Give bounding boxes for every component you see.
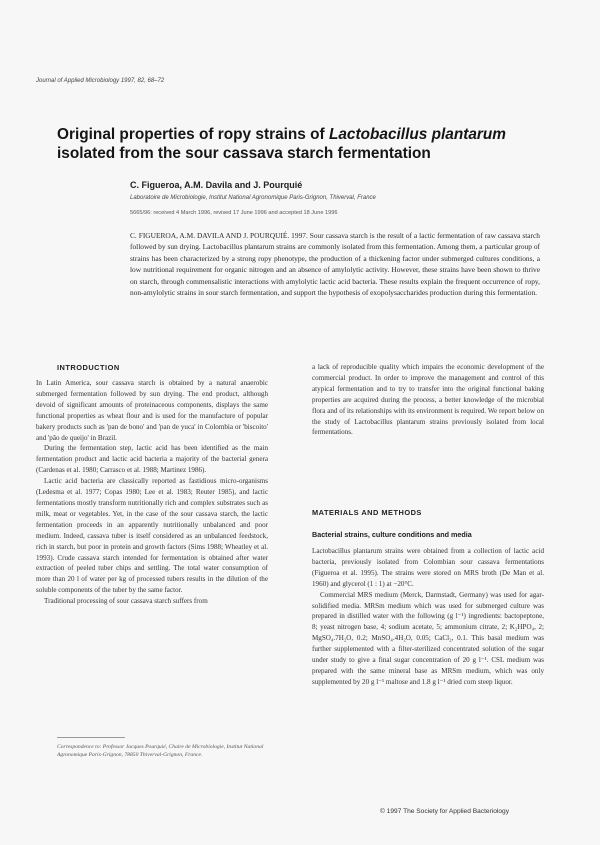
intro-paragraph: During the fermentation step, lactic acid has been identified as the main fermentation product and lactic acid bacteria a majority of the bacterial genera (Cardenas et al. 1980; Carrasco et al. 1988; Martinez 1986). bbox=[36, 444, 268, 475]
intro-paragraph: Traditional processing of sour cassava starch suffers from bbox=[44, 597, 208, 606]
authors: C. Figueroa, A.M. Davila and J. Pourquié bbox=[130, 180, 303, 190]
title-part1: Original properties of ropy strains of bbox=[57, 126, 329, 143]
article-title bbox=[57, 125, 557, 163]
right-column-methods bbox=[312, 546, 544, 688]
journal-citation: Journal of Applied Microbiology 1997, 82, 68–72 bbox=[36, 78, 165, 84]
methods-paragraph: Commercial MRS medium (Merck, Darmstadt, Germany) was used for agar-solidified media. MRSm medium which was used for submerged culture was prepared in distilled water with the following (g l⁻¹) ingredients: bactopeptone, 8; yeast nitrogen base, 4; sodium acetate, 5; ammonium citrate, 2; K₂HPO₄, 2; MgSO₄.7H₂O, 0.2; MnSO₄.4H₂O, 0.05; CaCl₂, 0.1. This basal medium was further supplemented with a filter-sterilized concentrated solution of the sugar under study to give a final sugar concentration of 20 g l⁻¹. CSL medium was prepared with the same mineral base as MRSm medium, which was only supplemented by 20 g l⁻¹ maltose and 1.8 g l⁻¹ dried corn steep liquor. bbox=[312, 590, 544, 686]
right-column-intro bbox=[312, 362, 544, 438]
intro-paragraph: In Latin America, sour cassava starch is obtained by a natural anaerobic submerged fermentation followed by sun drying. The end product, although devoid of significant amounts of proteinaceous components, displays the same functional properties as wheat flour and is used for the manufacture of popular bakery products such as 'pan de bono' and 'pan de yuca' in Colombia or 'biscoito' and 'pão de queijo' in Brazil. bbox=[36, 379, 268, 442]
received-dates: 5665/96: received 4 March 1996, revised 17 June 1996 and accepted 18 June 1996 bbox=[130, 210, 338, 216]
left-column bbox=[36, 378, 268, 607]
abstract: C. FIGUEROA, A.M. DAVILA AND J. POURQUIÉ. 1997. Sour cassava starch is the result of a lactic fermentation of raw cassava starch followed by sun drying. Lactobacillus plantarum strains are commonly isolated from this fermentation. Among them, a particular group of strains has been characterized by a strong ropy phenotype, the production of a thickening factor under submerged cultures conditions, a low nutritional requirement for organic nitrogen and an absence of amylolytic activity. However, these strains have been shown to thrive on starch, through commensalistic interactions with amylolytic lactic acid bacteria. These results explain the frequent occurrence of ropy, non-amylolytic strains in sour starch fermentation, and support the hypothesis of exopolysaccharides production during this fermentation. bbox=[130, 231, 540, 298]
section-heading-materials-methods: MATERIALS AND METHODS bbox=[312, 508, 422, 517]
correspondence-footnote: Correspondence to: Professor Jacques Pourquié, Chaire de Microbiologie, Institut National Agronomique Paris-Grignon, 78850 Thiverval-Grignon, France. bbox=[57, 744, 264, 759]
intro-continuation: a lack of reproducible quality which impairs the economic development of the commercial product. In order to improve the management and control of this atypical fermentation and to try to transfer into the original functional baking properties are acquired during the process, a better knowledge of the microbial flora and of its relationships with its environment is required. We report below on the study of Lactobacillus plantarum strains previously isolated from local fermentations. bbox=[312, 363, 544, 437]
title-species: Lactobacillus plantarum bbox=[328, 126, 506, 143]
section-heading-introduction: INTRODUCTION bbox=[57, 363, 120, 372]
footnote-rule bbox=[57, 737, 125, 738]
copyright-notice: © 1997 The Society for Applied Bacteriology bbox=[380, 808, 509, 815]
intro-paragraph: Lactic acid bacteria are classically reported as fastidious micro-organisms (Ledesma et al. 1977; Copas 1980; Lee et al. 1983; Reuter 1985), and lactic fermentations mostly transform nutritionally rich and complex substrates such as milk, meat or vegetables. Yet, in the case of the sour cassava starch, the lactic fermentation proceeds in an apparently nutritionally unbalanced and poor medium. Indeed, cassava tuber is itself considered as an unbalanced feedstock, rich in starch, but poor in protein and growth factors (Sims 1988; Wheatley et al. 1993). Crude cassava starch intended for fermentation is obtained after water extraction of peeled tuber chips and settling. The total water consumption of more than 20 l of water per kg of processed tubers results in the dilution of the soluble components of the tuber by the same factor. bbox=[36, 477, 268, 595]
methods-paragraph: Lactobacillus plantarum strains were obtained from a collection of lactic acid bacteria, previously isolated from Colombian sour cassava fermentations (Figueroa et al. 1995). The strains were stored on MRS broth (De Man et al. 1960) and glycerol (1 : 1) at −20°C. bbox=[312, 547, 544, 588]
subsection-heading-strains: Bacterial strains, culture conditions and media bbox=[312, 530, 472, 539]
affiliation: Laboratoire de Microbiologie, Institut National Agronomique Paris-Grignon, Thiverval, France bbox=[130, 195, 376, 201]
title-part2: isolated from the sour cassava starch fermentation bbox=[57, 145, 431, 162]
